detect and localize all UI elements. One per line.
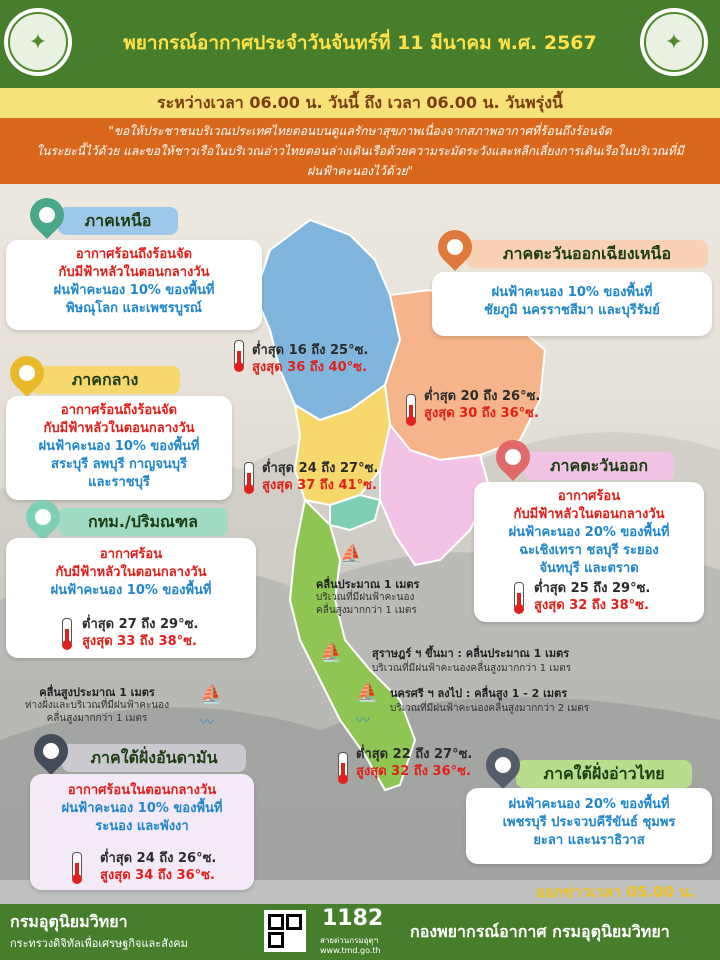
wave-main: สุราษฎร์ ฯ ขึ้นมา : คลื่นประมาณ 1 เมตร bbox=[372, 647, 570, 660]
warning-notice bbox=[0, 118, 720, 184]
temp-high: สูงสุด 32 ถึง 36°ซ. bbox=[356, 764, 471, 779]
central-line5: และราชบุรี bbox=[88, 475, 150, 490]
wave-main: คลื่นสูงประมาณ 1 เมตร bbox=[39, 686, 155, 699]
temp-high: สูงสุด 30 ถึง 36°ซ. bbox=[424, 406, 539, 421]
east-line3: ฝนฟ้าคะนอง 20% ของพื้นที่ bbox=[508, 525, 670, 540]
hotline-number: 1182 bbox=[322, 906, 384, 931]
temp-high: สูงสุด 32 ถึง 38°ซ. bbox=[534, 598, 649, 613]
region-card-east bbox=[474, 482, 704, 622]
footer-division: กองพยากรณ์อากาศ กรมอุตุนิยมวิทยา bbox=[410, 922, 670, 941]
wave-main: คลื่นประมาณ 1 เมตร bbox=[316, 578, 420, 591]
east-line4: ฉะเชิงเทรา ชลบุรี ระยอง bbox=[519, 543, 659, 558]
temp-south-west bbox=[100, 850, 216, 884]
temp-high: สูงสุด 33 ถึง 38°ซ. bbox=[82, 634, 197, 649]
north-line3: ฝนฟ้าคะนอง 10% ของพื้นที่ bbox=[53, 283, 215, 298]
wave-icon: 〰 bbox=[356, 713, 370, 729]
temp-north bbox=[252, 342, 368, 376]
region-card-central bbox=[6, 396, 232, 500]
region-tab-east: ภาคตะวันออก bbox=[524, 452, 674, 480]
region-tab-bangkok: กทม./ปริมณฑล bbox=[58, 508, 228, 536]
website-link[interactable]: www.tmd.go.th bbox=[320, 946, 381, 955]
central-line1: อากาศร้อนถึงร้อนจัด bbox=[60, 403, 178, 418]
temp-south-east bbox=[356, 746, 472, 780]
temp-high: สูงสุด 37 ถึง 41°ซ. bbox=[262, 478, 377, 493]
region-tab-northeast: ภาคตะวันออกเฉียงเหนือ bbox=[466, 240, 708, 268]
wave-sub: คลื่นสูงมากกว่า 1 เมตร bbox=[46, 713, 148, 724]
wave-info-nakhon bbox=[390, 686, 589, 716]
thermometer-icon bbox=[338, 752, 348, 780]
east-line2: กับมีฟ้าหลัวในตอนกลางวัน bbox=[513, 507, 665, 522]
region-card-south-west bbox=[30, 774, 254, 890]
boat-icon: ⛵ bbox=[356, 682, 379, 703]
emblem-icon: ✦ bbox=[8, 12, 68, 72]
thermometer-icon bbox=[72, 852, 82, 880]
south-east-line3: ยะลา และนราธิวาส bbox=[533, 833, 645, 848]
south-east-line2: เพชรบุรี ประจวบคีรีขันธ์ ชุมพร bbox=[502, 815, 676, 830]
temp-central bbox=[262, 460, 378, 494]
hotline-label: สายด่วนกรมอุตุฯ bbox=[320, 936, 379, 945]
qr-code-icon[interactable] bbox=[264, 910, 306, 952]
boat-icon: ⛵ bbox=[200, 684, 223, 705]
region-tab-north: ภาคเหนือ bbox=[58, 207, 178, 235]
wave-info-gulf-upper bbox=[316, 578, 419, 617]
footer-ministry: กระทรวงดิจิทัลเพื่อเศรษฐกิจและสังคม bbox=[10, 937, 188, 950]
wave-sub: ห่างฝั่งและบริเวณที่มีฝนฟ้าคะนอง bbox=[24, 700, 170, 711]
bangkok-line3: ฝนฟ้าคะนอง 10% ของพื้นที่ bbox=[50, 583, 212, 598]
boat-icon: ⛵ bbox=[340, 544, 363, 565]
south-west-line2: ฝนฟ้าคะนอง 10% ของพื้นที่ bbox=[61, 801, 223, 816]
notice-line: "ขอให้ประชาชนบริเวณประเทศไทยตอนบนดูแลรักษาสุขภาพเนื่องจากสภาพอากาศที่ร้อนถึงร้อนจัด bbox=[108, 124, 612, 138]
central-line3: ฝนฟ้าคะนอง 10% ของพื้นที่ bbox=[38, 439, 200, 454]
footer-bar bbox=[0, 904, 720, 960]
north-line4: พิษณุโลก และเพชรบูรณ์ bbox=[66, 301, 202, 316]
thermometer-icon bbox=[406, 394, 416, 422]
temp-low: ต่ำสุด 22 ถึง 27°ซ. bbox=[356, 747, 473, 762]
region-card-south-east bbox=[466, 788, 712, 864]
temp-low: ต่ำสุด 25 ถึง 29°ซ. bbox=[534, 581, 651, 596]
wave-sub: บริเวณที่มีฝนฟ้าคะนองคลื่นสูงมากกว่า 2 เมตร bbox=[390, 703, 590, 714]
issued-time: ออกข่าวเวลา 05.00 น. bbox=[536, 883, 696, 901]
temp-low: ต่ำสุด 27 ถึง 29°ซ. bbox=[82, 617, 199, 632]
wave-main: นครศรี ฯ ลงไป : คลื่นสูง 1 - 2 เมตร bbox=[390, 687, 568, 700]
south-west-line1: อากาศร้อนในตอนกลางวัน bbox=[67, 783, 217, 798]
north-line1: อากาศร้อนถึงร้อนจัด bbox=[75, 247, 193, 262]
region-tab-central: ภาคกลาง bbox=[30, 366, 180, 394]
page-title: พยากรณ์อากาศประจำวันจันทร์ที่ 11 มีนาคม พ.ศ. 2567 bbox=[123, 32, 597, 54]
temp-low: ต่ำสุด 20 ถึง 26°ซ. bbox=[424, 389, 541, 404]
northeast-line2: ชัยภูมิ นครราชสีมา และบุรีรัมย์ bbox=[484, 303, 660, 318]
notice-line: ฝนฟ้าคะนองไว้ด้วย" bbox=[306, 164, 414, 178]
thermometer-icon bbox=[514, 582, 524, 610]
footer-org: กรมอุตุนิยมวิทยา bbox=[10, 912, 128, 931]
region-card-bangkok bbox=[6, 538, 256, 658]
east-line1: อากาศร้อน bbox=[557, 489, 621, 504]
forecast-period: ระหว่างเวลา 06.00 น. วันนี้ ถึง เวลา 06.00 น. วันพรุ่งนี้ bbox=[0, 88, 720, 118]
thermometer-icon bbox=[244, 462, 254, 490]
thermometer-icon bbox=[234, 340, 244, 368]
temp-bangkok bbox=[82, 616, 198, 650]
south-west-line3: ระนอง และพังงา bbox=[95, 819, 189, 834]
east-line5: จันทบุรี และตราด bbox=[539, 561, 639, 576]
region-tab-south-west: ภาคใต้ฝั่งอันดามัน bbox=[62, 744, 246, 772]
wave-info-surat bbox=[372, 646, 571, 676]
temp-east bbox=[534, 580, 650, 614]
central-line2: กับมีฟ้าหลัวในตอนกลางวัน bbox=[43, 421, 195, 436]
region-tab-south-east: ภาคใต้ฝั่งอ่าวไทย bbox=[516, 760, 692, 788]
bangkok-line2: กับมีฟ้าหลัวในตอนกลางวัน bbox=[55, 565, 207, 580]
temp-high: สูงสุด 34 ถึง 36°ซ. bbox=[100, 868, 215, 883]
wave-sub: บริเวณที่มีฝนฟ้าคะนองคลื่นสูงมากกว่า 1 เมตร bbox=[372, 663, 572, 674]
north-line2: กับมีฟ้าหลัวในตอนกลางวัน bbox=[58, 265, 210, 280]
temp-northeast bbox=[424, 388, 540, 422]
temp-high: สูงสุด 36 ถึง 40°ซ. bbox=[252, 360, 367, 375]
central-line4: สระบุรี ลพบุรี กาญจนบุรี bbox=[51, 457, 187, 472]
boat-icon: ⛵ bbox=[320, 642, 343, 663]
south-east-line1: ฝนฟ้าคะนอง 20% ของพื้นที่ bbox=[508, 797, 670, 812]
wave-sub: คลื่นสูงมากกว่า 1 เมตร bbox=[316, 605, 417, 616]
temp-low: ต่ำสุด 16 ถึง 25°ซ. bbox=[252, 343, 369, 358]
thermometer-icon bbox=[62, 618, 72, 646]
region-card-north bbox=[6, 240, 262, 330]
northeast-line1: ฝนฟ้าคะนอง 10% ของพื้นที่ bbox=[491, 285, 653, 300]
wave-info-andaman bbox=[2, 686, 192, 725]
wave-icon: 〰 bbox=[200, 715, 214, 731]
tmd-logo-left bbox=[4, 8, 72, 76]
emblem-icon: ✦ bbox=[644, 12, 704, 72]
bangkok-line1: อากาศร้อน bbox=[99, 547, 163, 562]
temp-low: ต่ำสุด 24 ถึง 26°ซ. bbox=[100, 851, 217, 866]
wave-sub: บริเวณที่มีฝนฟ้าคะนอง bbox=[316, 592, 415, 603]
temp-low: ต่ำสุด 24 ถึง 27°ซ. bbox=[262, 461, 379, 476]
notice-line: ในระยะนี้ไว้ด้วย และขอให้ชาวเรือในบริเวณอ่าวไทยตอนล่างเดินเรือด้วยความระมัดระวังและหลีกเลี่ยงการเดินเรือในบริเวณที่มี bbox=[36, 144, 684, 158]
region-card-northeast bbox=[432, 272, 712, 336]
tmd-logo-right bbox=[640, 8, 708, 76]
